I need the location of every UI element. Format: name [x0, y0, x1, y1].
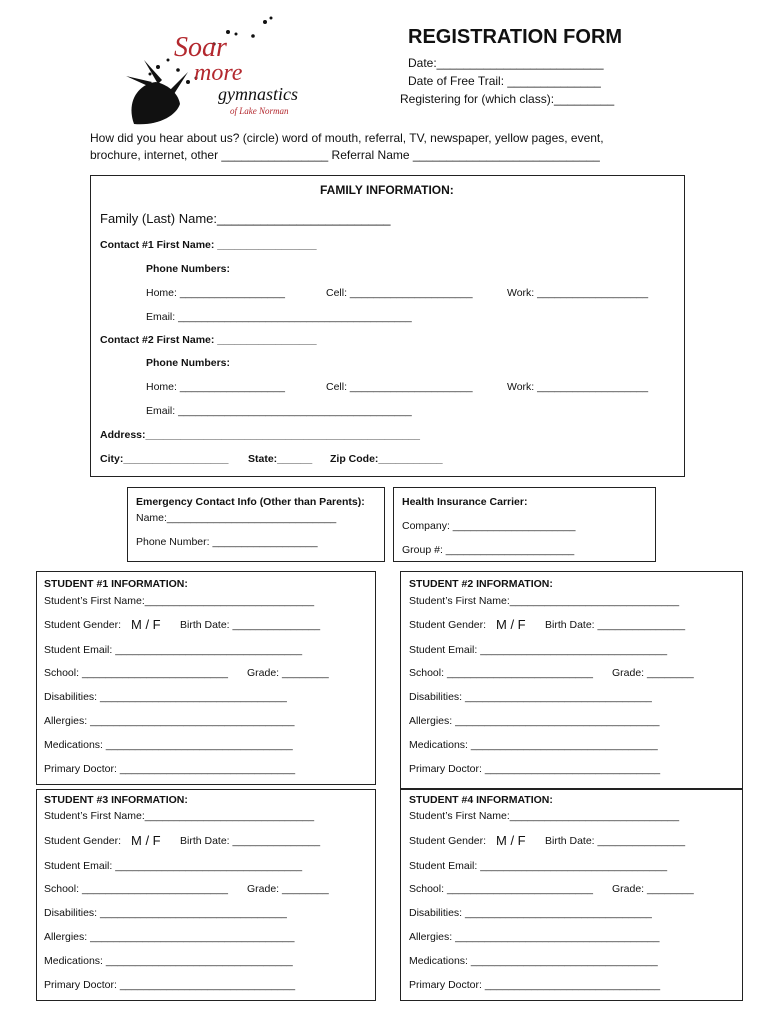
student3-medications-field[interactable]: Medications: ________________________________: [44, 955, 293, 967]
logo-line1: Soar: [174, 32, 227, 63]
logo-line2: more: [194, 60, 243, 86]
student4-birth-date-field[interactable]: Birth Date: _______________: [545, 835, 686, 847]
student3-disabilities-field[interactable]: Disabilities: ________________________________: [44, 907, 287, 919]
contact2-first-name-field[interactable]: Contact #2 First Name: _________________: [100, 334, 317, 346]
insurance-group-field[interactable]: Group #: ______________________: [402, 544, 575, 556]
contact1-home-field[interactable]: Home: __________________: [146, 287, 285, 299]
student2-doctor-field[interactable]: Primary Doctor: ______________________________: [409, 763, 661, 775]
student2-medications-field[interactable]: Medications: ________________________________: [409, 739, 658, 751]
insurance-company-field[interactable]: Company: _____________________: [402, 520, 576, 532]
student3-gender-options[interactable]: M / F: [131, 833, 161, 848]
city-field[interactable]: City:__________________: [100, 453, 229, 465]
student2-school-field[interactable]: School: _________________________: [409, 667, 593, 679]
student1-medications-field[interactable]: Medications: ________________________________: [44, 739, 293, 751]
hear-about-line1: How did you hear about us? (circle) word of mouth, referral, TV, newspaper, yellow pages, event,: [90, 131, 604, 145]
student3-first-name-field[interactable]: Student’s First Name:_____________________________: [44, 810, 315, 822]
student3-allergies-field[interactable]: Allergies: ___________________________________: [44, 931, 295, 943]
emergency-heading: Emergency Contact Info (Other than Parents):: [136, 496, 365, 508]
student4-allergies-field[interactable]: Allergies: ___________________________________: [409, 931, 660, 943]
contact1-first-name-field[interactable]: Contact #1 First Name: _________________: [100, 239, 317, 251]
contact1-phone-heading: Phone Numbers:: [146, 263, 231, 275]
student1-allergies-field[interactable]: Allergies: ___________________________________: [44, 715, 295, 727]
soar-more-logo: [118, 12, 328, 130]
student3-school-field[interactable]: School: _________________________: [44, 883, 228, 895]
student2-gender-label: Student Gender:: [409, 619, 487, 631]
student3-gender-label: Student Gender:: [44, 835, 122, 847]
logo-line3: gymnastics: [218, 84, 298, 104]
student4-gender-options[interactable]: M / F: [496, 833, 526, 848]
student4-email-field[interactable]: Student Email: ________________________________: [409, 860, 668, 872]
student1-birth-date-field[interactable]: Birth Date: _______________: [180, 619, 321, 631]
student1-grade-field[interactable]: Grade: ________: [247, 667, 329, 679]
student4-medications-field[interactable]: Medications: ________________________________: [409, 955, 658, 967]
address-field[interactable]: Address:_______________________________________________: [100, 429, 420, 441]
student2-birth-date-field[interactable]: Birth Date: _______________: [545, 619, 686, 631]
student4-first-name-field[interactable]: Student’s First Name:_____________________________: [409, 810, 680, 822]
student4-doctor-field[interactable]: Primary Doctor: ______________________________: [409, 979, 661, 991]
student2-allergies-field[interactable]: Allergies: ___________________________________: [409, 715, 660, 727]
student3-heading: STUDENT #3 INFORMATION:: [44, 794, 188, 806]
contact1-work-field[interactable]: Work: ___________________: [507, 287, 649, 299]
contact2-home-field[interactable]: Home: __________________: [146, 381, 285, 393]
contact1-email-field[interactable]: Email: ________________________________________: [146, 311, 412, 323]
student1-school-field[interactable]: School: _________________________: [44, 667, 228, 679]
contact2-work-field[interactable]: Work: ___________________: [507, 381, 649, 393]
free-trial-date-field[interactable]: Date of Free Trail: ______________: [408, 74, 601, 88]
registering-for-field[interactable]: Registering for (which class):_________: [400, 92, 615, 106]
student1-email-field[interactable]: Student Email: ________________________________: [44, 644, 303, 656]
family-last-name-field[interactable]: Family (Last) Name:________________________: [100, 211, 391, 226]
student1-doctor-field[interactable]: Primary Doctor: ______________________________: [44, 763, 296, 775]
student1-disabilities-field[interactable]: Disabilities: ________________________________: [44, 691, 287, 703]
student4-gender-label: Student Gender:: [409, 835, 487, 847]
student2-grade-field[interactable]: Grade: ________: [612, 667, 694, 679]
logo-line4: of Lake Norman: [230, 106, 289, 116]
student2-first-name-field[interactable]: Student’s First Name:_____________________________: [409, 595, 680, 607]
student2-heading: STUDENT #2 INFORMATION:: [409, 578, 553, 590]
student2-disabilities-field[interactable]: Disabilities: ________________________________: [409, 691, 652, 703]
student3-email-field[interactable]: Student Email: ________________________________: [44, 860, 303, 872]
student2-email-field[interactable]: Student Email: ________________________________: [409, 644, 668, 656]
student4-disabilities-field[interactable]: Disabilities: ________________________________: [409, 907, 652, 919]
emergency-phone-field[interactable]: Phone Number: __________________: [136, 536, 318, 548]
student4-school-field[interactable]: School: _________________________: [409, 883, 593, 895]
family-heading: FAMILY INFORMATION:: [320, 183, 454, 197]
student2-gender-options[interactable]: M / F: [496, 617, 526, 632]
contact2-phone-heading: Phone Numbers:: [146, 357, 231, 369]
student1-gender-options[interactable]: M / F: [131, 617, 161, 632]
contact2-email-field[interactable]: Email: ________________________________________: [146, 405, 412, 417]
contact1-cell-field[interactable]: Cell: _____________________: [326, 287, 473, 299]
hear-about-line2[interactable]: brochure, internet, other ________________ Referral Name ____________________________: [90, 148, 600, 162]
date-field[interactable]: Date:_________________________: [408, 56, 604, 70]
student1-first-name-field[interactable]: Student’s First Name:_____________________________: [44, 595, 315, 607]
insurance-heading: Health Insurance Carrier:: [402, 496, 528, 508]
student1-heading: STUDENT #1 INFORMATION:: [44, 578, 188, 590]
student3-grade-field[interactable]: Grade: ________: [247, 883, 329, 895]
student4-grade-field[interactable]: Grade: ________: [612, 883, 694, 895]
student4-heading: STUDENT #4 INFORMATION:: [409, 794, 553, 806]
student3-doctor-field[interactable]: Primary Doctor: ______________________________: [44, 979, 296, 991]
zip-field[interactable]: Zip Code:___________: [330, 453, 443, 465]
student3-birth-date-field[interactable]: Birth Date: _______________: [180, 835, 321, 847]
form-title: REGISTRATION FORM: [408, 26, 623, 48]
state-field[interactable]: State:______: [248, 453, 313, 465]
contact2-cell-field[interactable]: Cell: _____________________: [326, 381, 473, 393]
student1-gender-label: Student Gender:: [44, 619, 122, 631]
emergency-name-field[interactable]: Name:_____________________________: [136, 512, 337, 524]
